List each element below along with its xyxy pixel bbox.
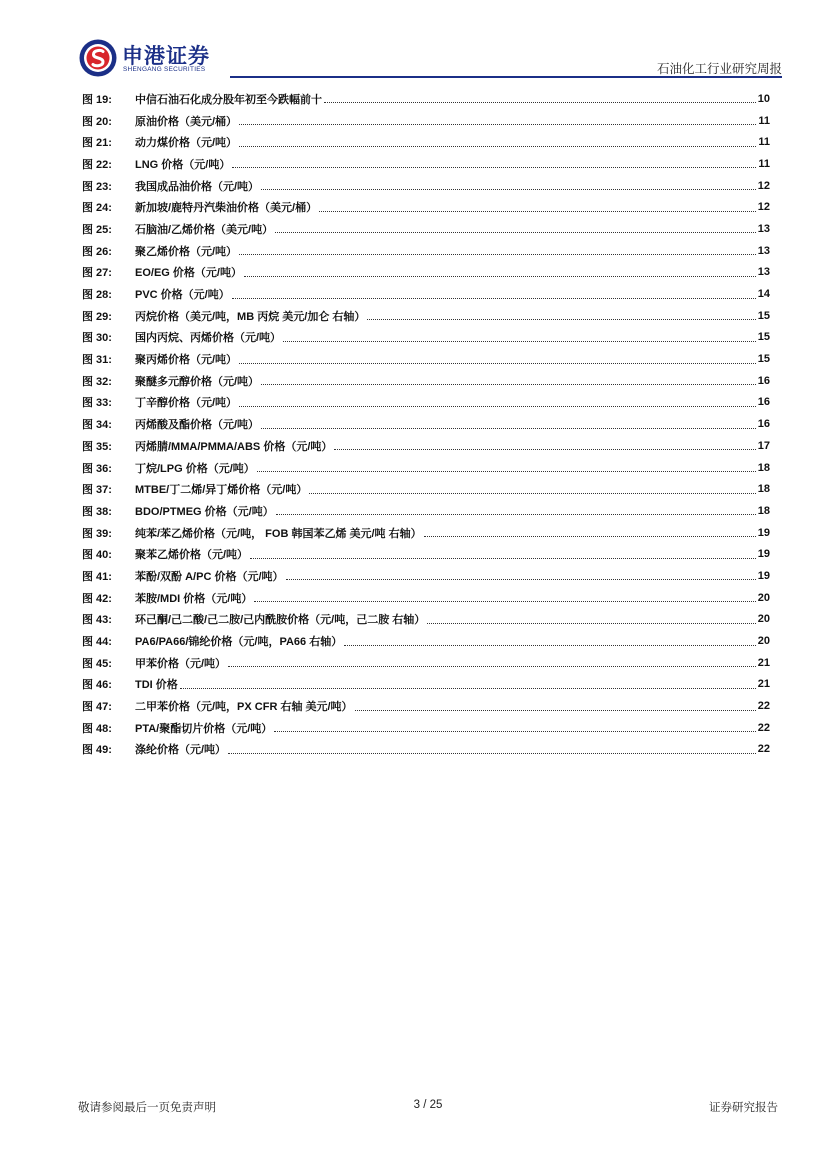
toc-entry[interactable] bbox=[82, 283, 770, 305]
toc-figure-title: 动力煤价格（元/吨） bbox=[135, 137, 238, 150]
toc-figure-number: 图 20: bbox=[82, 115, 112, 128]
toc-dot-leader bbox=[276, 513, 756, 515]
toc-dot-leader bbox=[274, 730, 755, 732]
toc-figure-number: 图 29: bbox=[82, 310, 112, 323]
toc-figure-number: 图 37: bbox=[82, 484, 112, 497]
toc-page-number: 11 bbox=[758, 136, 770, 149]
toc-entry[interactable] bbox=[82, 587, 770, 609]
toc-figure-title: MTBE/丁二烯/异丁烯价格（元/吨） bbox=[135, 484, 308, 497]
toc-figure-number: 图 28: bbox=[82, 289, 112, 302]
toc-figure-title: 环己酮/己二酸/己二胺/己内酰胺价格（元/吨，己二胺 右轴） bbox=[135, 614, 426, 627]
toc-page-number: 19 bbox=[757, 548, 770, 561]
toc-entry[interactable] bbox=[82, 392, 770, 414]
toc-page-number: 15 bbox=[757, 309, 770, 322]
toc-figure-number: 图 40: bbox=[82, 549, 112, 562]
toc-figure-number: 图 32: bbox=[82, 375, 112, 388]
toc-entry[interactable] bbox=[82, 522, 770, 544]
toc-entry[interactable] bbox=[82, 478, 770, 500]
toc-dot-leader bbox=[232, 297, 756, 299]
toc-figure-number: 图 33: bbox=[82, 397, 112, 410]
toc-page-number: 18 bbox=[757, 483, 770, 496]
toc-page-number: 10 bbox=[757, 92, 770, 105]
figure-toc-list bbox=[82, 88, 770, 760]
toc-figure-title: 苯胺/MDI 价格（元/吨） bbox=[135, 592, 253, 605]
toc-figure-number: 图 19: bbox=[82, 93, 112, 106]
toc-page-number: 11 bbox=[758, 114, 770, 127]
toc-entry[interactable] bbox=[82, 175, 770, 197]
toc-figure-title: PVC 价格（元/吨） bbox=[135, 289, 230, 302]
toc-dot-leader bbox=[367, 318, 755, 320]
toc-page-number: 21 bbox=[757, 678, 770, 691]
toc-figure-number: 图 26: bbox=[82, 245, 112, 258]
toc-entry[interactable] bbox=[82, 543, 770, 565]
disclaimer-note: 敬请参阅最后一页免责声明 bbox=[78, 1100, 216, 1114]
company-logo bbox=[78, 38, 238, 78]
toc-page-number: 12 bbox=[757, 201, 770, 214]
toc-figure-title: 聚乙烯价格（元/吨） bbox=[135, 245, 238, 258]
toc-figure-title: 纯苯/苯乙烯价格（元/吨， FOB 韩国苯乙烯 美元/吨 右轴） bbox=[135, 527, 422, 540]
toc-figure-title: 甲苯价格（元/吨） bbox=[135, 657, 227, 670]
toc-dot-leader bbox=[319, 210, 756, 212]
toc-entry[interactable] bbox=[82, 565, 770, 587]
header-divider bbox=[230, 76, 782, 78]
toc-page-number: 13 bbox=[757, 244, 770, 257]
toc-entry[interactable] bbox=[82, 327, 770, 349]
toc-page-number: 18 bbox=[757, 461, 770, 474]
toc-entry[interactable] bbox=[82, 739, 770, 761]
report-type-label: 证券研究报告 bbox=[709, 1100, 778, 1114]
toc-dot-leader bbox=[239, 405, 756, 407]
logo-text-en: SHENGANG SECURITIES bbox=[123, 66, 206, 73]
toc-dot-leader bbox=[261, 383, 756, 385]
logo-text-cn: 申港证券 bbox=[122, 44, 210, 68]
toc-figure-title: 丙烯腈/MMA/PMMA/ABS 价格（元/吨） bbox=[135, 440, 333, 453]
toc-figure-number: 图 27: bbox=[82, 267, 112, 280]
toc-figure-title: 国内丙烷、丙烯价格（元/吨） bbox=[135, 332, 282, 345]
toc-dot-leader bbox=[334, 448, 755, 450]
toc-page-number: 11 bbox=[758, 157, 770, 170]
toc-figure-title: EO/EG 价格（元/吨） bbox=[135, 267, 242, 280]
toc-entry[interactable] bbox=[82, 630, 770, 652]
toc-dot-leader bbox=[283, 340, 756, 342]
toc-entry[interactable] bbox=[82, 674, 770, 696]
toc-dot-leader bbox=[261, 427, 756, 429]
toc-dot-leader bbox=[257, 470, 756, 472]
toc-figure-number: 图 45: bbox=[82, 657, 112, 670]
toc-entry[interactable] bbox=[82, 652, 770, 674]
toc-figure-title: 聚丙烯价格（元/吨） bbox=[135, 354, 238, 367]
toc-entry[interactable] bbox=[82, 131, 770, 153]
toc-figure-title: 丁辛醇价格（元/吨） bbox=[135, 397, 238, 410]
toc-dot-leader bbox=[228, 752, 756, 754]
toc-figure-title: 中信石油石化成分股年初至今跌幅前十 bbox=[135, 93, 322, 106]
toc-figure-title: 丙烯酸及酯价格（元/吨） bbox=[135, 419, 260, 432]
toc-figure-number: 图 39: bbox=[82, 527, 112, 540]
toc-figure-number: 图 35: bbox=[82, 440, 112, 453]
toc-page-number: 19 bbox=[757, 526, 770, 539]
toc-dot-leader bbox=[239, 145, 756, 147]
toc-figure-number: 图 31: bbox=[82, 354, 112, 367]
toc-dot-leader bbox=[427, 622, 755, 624]
toc-page-number: 13 bbox=[757, 266, 770, 279]
report-title: 石油化工行业研究周报 bbox=[656, 61, 782, 76]
toc-dot-leader bbox=[254, 600, 755, 602]
toc-entry[interactable] bbox=[82, 218, 770, 240]
toc-dot-leader bbox=[239, 253, 756, 255]
toc-page-number: 17 bbox=[757, 439, 770, 452]
toc-figure-title: 涤纶价格（元/吨） bbox=[135, 744, 227, 757]
toc-figure-number: 图 47: bbox=[82, 701, 112, 714]
toc-entry[interactable] bbox=[82, 695, 770, 717]
toc-figure-number: 图 34: bbox=[82, 419, 112, 432]
toc-figure-number: 图 24: bbox=[82, 202, 112, 215]
toc-page-number: 18 bbox=[757, 504, 770, 517]
toc-dot-leader bbox=[239, 123, 756, 125]
toc-figure-number: 图 25: bbox=[82, 223, 112, 236]
toc-entry[interactable] bbox=[82, 370, 770, 392]
toc-page-number: 15 bbox=[757, 331, 770, 344]
toc-figure-number: 图 36: bbox=[82, 462, 112, 475]
toc-entry[interactable] bbox=[82, 110, 770, 132]
toc-figure-title: 聚苯乙烯价格（元/吨） bbox=[135, 549, 249, 562]
toc-figure-title: 丙烷价格（美元/吨，MB 丙烷 美元/加仑 右轴） bbox=[135, 310, 366, 323]
toc-page-number: 22 bbox=[757, 743, 770, 756]
toc-figure-number: 图 41: bbox=[82, 570, 112, 583]
page-footer bbox=[78, 1099, 778, 1119]
toc-figure-title: 原油价格（美元/桶） bbox=[135, 115, 238, 128]
toc-figure-title: 石脑油/乙烯价格（美元/吨） bbox=[135, 223, 274, 236]
toc-figure-number: 图 30: bbox=[82, 332, 112, 345]
toc-entry[interactable] bbox=[82, 153, 770, 175]
toc-figure-number: 图 43: bbox=[82, 614, 112, 627]
toc-figure-number: 图 49: bbox=[82, 744, 112, 757]
toc-dot-leader bbox=[180, 687, 756, 689]
toc-page-number: 16 bbox=[757, 374, 770, 387]
toc-page-number: 15 bbox=[757, 353, 770, 366]
toc-entry[interactable] bbox=[82, 609, 770, 631]
toc-figure-title: LNG 价格（元/吨） bbox=[135, 158, 231, 171]
toc-page-number: 16 bbox=[757, 396, 770, 409]
toc-figure-title: PTA/聚酯切片价格（元/吨） bbox=[135, 722, 273, 735]
toc-page-number: 21 bbox=[757, 656, 770, 669]
toc-page-number: 13 bbox=[757, 222, 770, 235]
toc-dot-leader bbox=[324, 101, 756, 103]
toc-figure-title: 我国成品油价格（元/吨） bbox=[135, 180, 260, 193]
page-number: 3 / 25 bbox=[413, 1099, 443, 1111]
toc-dot-leader bbox=[250, 557, 756, 559]
toc-page-number: 12 bbox=[757, 179, 770, 192]
toc-figure-title: 苯酚/双酚 A/PC 价格（元/吨） bbox=[135, 570, 284, 583]
toc-dot-leader bbox=[286, 578, 756, 580]
toc-figure-title: TDI 价格 bbox=[135, 679, 178, 692]
toc-dot-leader bbox=[232, 166, 756, 168]
toc-entry[interactable] bbox=[82, 240, 770, 262]
toc-dot-leader bbox=[239, 362, 756, 364]
toc-entry[interactable] bbox=[82, 348, 770, 370]
toc-figure-title: 二甲苯价格（元/吨，PX CFR 右轴 美元/吨） bbox=[135, 701, 353, 714]
toc-entry[interactable] bbox=[82, 457, 770, 479]
toc-figure-title: PA6/PA66/锦纶价格（元/吨，PA66 右轴） bbox=[135, 636, 343, 649]
toc-figure-number: 图 42: bbox=[82, 592, 112, 605]
toc-entry[interactable] bbox=[82, 88, 770, 110]
toc-page-number: 20 bbox=[757, 635, 770, 648]
toc-page-number: 19 bbox=[757, 569, 770, 582]
toc-figure-title: 聚醚多元醇价格（元/吨） bbox=[135, 375, 260, 388]
toc-entry[interactable] bbox=[82, 413, 770, 435]
toc-figure-number: 图 46: bbox=[82, 679, 112, 692]
page-header bbox=[78, 38, 782, 78]
toc-dot-leader bbox=[244, 275, 756, 277]
toc-dot-leader bbox=[344, 644, 756, 646]
toc-entry[interactable] bbox=[82, 500, 770, 522]
toc-dot-leader bbox=[309, 492, 755, 494]
toc-entry[interactable] bbox=[82, 305, 770, 327]
toc-entry[interactable] bbox=[82, 196, 770, 218]
toc-figure-number: 图 21: bbox=[82, 137, 112, 150]
toc-dot-leader bbox=[261, 188, 756, 190]
toc-figure-title: 新加坡/鹿特丹汽柴油价格（美元/桶） bbox=[135, 202, 318, 215]
toc-page-number: 20 bbox=[757, 613, 770, 626]
toc-figure-number: 图 23: bbox=[82, 180, 112, 193]
toc-page-number: 14 bbox=[757, 288, 770, 301]
toc-page-number: 22 bbox=[757, 700, 770, 713]
toc-figure-number: 图 38: bbox=[82, 505, 112, 518]
toc-dot-leader bbox=[355, 709, 756, 711]
toc-dot-leader bbox=[275, 231, 756, 233]
toc-page-number: 16 bbox=[757, 418, 770, 431]
toc-page-number: 22 bbox=[757, 721, 770, 734]
toc-page-number: 20 bbox=[757, 591, 770, 604]
toc-entry[interactable] bbox=[82, 262, 770, 284]
toc-entry[interactable] bbox=[82, 717, 770, 739]
toc-figure-number: 图 22: bbox=[82, 158, 112, 171]
toc-figure-number: 图 44: bbox=[82, 636, 112, 649]
toc-dot-leader bbox=[228, 665, 756, 667]
toc-figure-number: 图 48: bbox=[82, 722, 112, 735]
toc-dot-leader bbox=[424, 535, 756, 537]
toc-entry[interactable] bbox=[82, 435, 770, 457]
toc-figure-title: BDO/PTMEG 价格（元/吨） bbox=[135, 505, 274, 518]
toc-figure-title: 丁烷/LPG 价格（元/吨） bbox=[135, 462, 255, 475]
logo-emblem-icon bbox=[78, 38, 118, 78]
